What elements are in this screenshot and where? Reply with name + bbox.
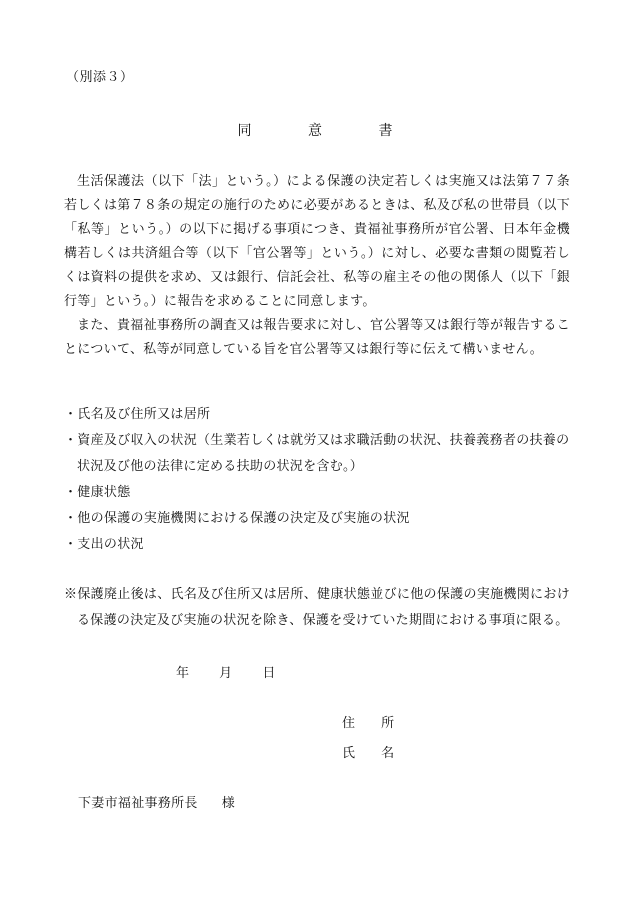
recipient-honorific: 様 [221,796,236,811]
recipient-line [78,792,235,811]
consent-paragraph-1: 生活保護法（以下「法」という。）による保護の決定若しくは実施又は法第７７条若しくは第７８条の規定の施行のために必要があるときは、私及び私の世帯員（以下「私等」という。）の以下に掲げる事項につき、貴福祉事務所が官公署、日本年金機構若しくは共済組合等（以下「官公署等」という。）に対し、必要な書類の閲覧若しくは資料の提供を求め、又は銀行、信託会社、私等の雇主その他の関係人（以下「銀行等」という。）に報告を求めることに同意します。 [64,174,570,309]
date-month-label: 月 [219,666,233,681]
consent-paragraph-2: また、貴福祉事務所の調査又は報告要求に対し、官公署等又は銀行等が報告することについて、私等が同意している旨を官公署等又は銀行等に伝えて構いません。 [64,318,570,357]
consent-items-list [64,402,570,558]
annex-label: （別添３） [66,70,134,85]
title-char-3: 書 [378,123,393,139]
date-line [176,662,301,681]
list-item: ・他の保護の実施機関における保護の決定及び実施の状況 [64,511,410,526]
list-item: ・支出の状況 [64,537,144,552]
title-char-2: 意 [308,123,322,139]
address-label-char-1: 住 [342,716,356,731]
address-field-label [342,712,416,731]
name-label-char-1: 氏 [342,746,356,761]
recipient-name: 下妻市福祉事務所長 [78,796,198,811]
name-label-char-2: 名 [381,746,395,761]
date-day-label: 日 [262,666,276,681]
list-item: ・氏名及び住所又は居所 [64,407,211,422]
document-title [0,120,630,140]
date-year-label: 年 [176,666,190,681]
name-field-label [342,742,416,761]
title-char-1: 同 [237,123,252,139]
post-termination-note: ※保護廃止後は、氏名及び住所又は居所、健康状態並びに他の保護の実施機関における保護の決定及び実施の状況を除き、保護を受けていた期間における事項に限る。 [64,587,570,628]
list-item: ・健康状態 [64,485,131,500]
list-item: ・資産及び収入の状況（生業若しくは就労又は求職活動の状況、扶養義務者の扶養の状況及び他の法律に定める扶助の状況を含む。） [64,433,570,474]
address-label-char-2: 所 [381,716,395,731]
